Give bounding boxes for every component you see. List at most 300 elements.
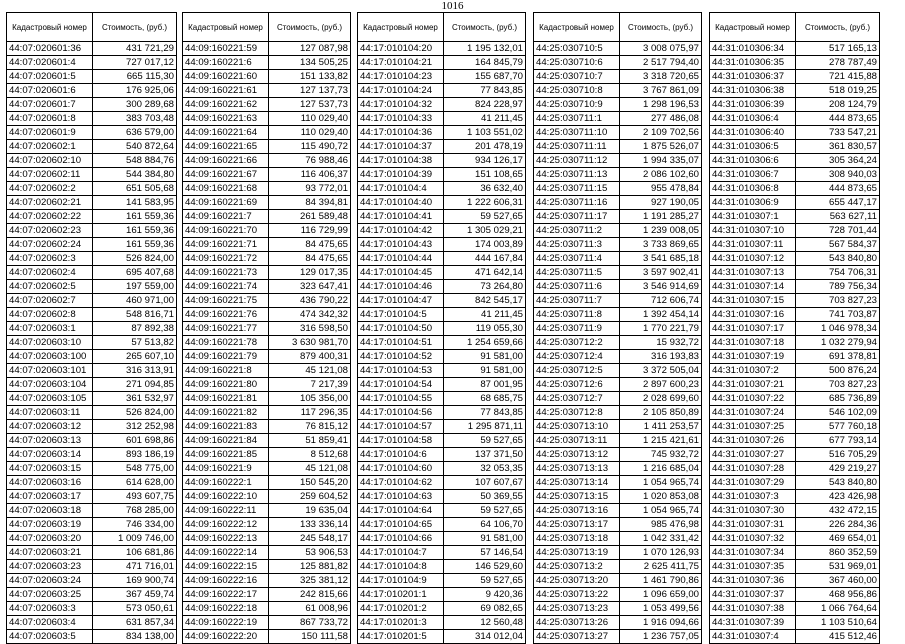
cost-value: 1 994 335,07 bbox=[620, 154, 702, 168]
cadastral-number: 44:17:010104:24 bbox=[358, 84, 444, 98]
cadastral-number: 44:31:010306:38 bbox=[710, 84, 796, 98]
table-row bbox=[7, 266, 177, 280]
header-cadastral-number: Кадастровый номер bbox=[358, 13, 444, 42]
cost-value: 59 527,65 bbox=[444, 434, 526, 448]
cadastral-number: 44:31:010307:29 bbox=[710, 476, 796, 490]
cost-value: 548 775,00 bbox=[93, 462, 177, 476]
cost-value: 614 628,00 bbox=[93, 476, 177, 490]
cost-value: 76 988,46 bbox=[269, 154, 351, 168]
table-row bbox=[358, 518, 526, 532]
cost-value: 1 215 421,61 bbox=[620, 434, 702, 448]
table-row bbox=[183, 574, 351, 588]
table-row bbox=[7, 602, 177, 616]
table-row bbox=[358, 630, 526, 644]
table-row bbox=[710, 294, 880, 308]
cost-value: 110 029,40 bbox=[269, 112, 351, 126]
cadastral-number: 44:25:030713:2 bbox=[534, 560, 620, 574]
cost-value: 53 906,53 bbox=[269, 546, 351, 560]
cadastral-number: 44:25:030711:13 bbox=[534, 168, 620, 182]
cadastral-number: 44:17:010104:33 bbox=[358, 112, 444, 126]
table-row bbox=[7, 224, 177, 238]
table-row bbox=[7, 350, 177, 364]
cadastral-number: 44:25:030711:11 bbox=[534, 140, 620, 154]
cost-value: 242 815,66 bbox=[269, 588, 351, 602]
table-row bbox=[358, 84, 526, 98]
table-row bbox=[710, 546, 880, 560]
cadastral-number: 44:25:030713:13 bbox=[534, 462, 620, 476]
cadastral-number: 44:09:160221:71 bbox=[183, 238, 269, 252]
table-row bbox=[534, 476, 702, 490]
table-row bbox=[710, 42, 880, 56]
cost-value: 546 102,09 bbox=[796, 406, 880, 420]
cadastral-number: 44:31:010306:34 bbox=[710, 42, 796, 56]
cadastral-number: 44:31:010307:38 bbox=[710, 602, 796, 616]
table-row bbox=[710, 154, 880, 168]
cost-value: 197 559,00 bbox=[93, 280, 177, 294]
cadastral-number: 44:17:010104:41 bbox=[358, 210, 444, 224]
cost-value: 125 881,82 bbox=[269, 560, 351, 574]
cost-value: 728 701,44 bbox=[796, 224, 880, 238]
table-row bbox=[183, 378, 351, 392]
table-row bbox=[358, 476, 526, 490]
cost-value: 146 529,60 bbox=[444, 560, 526, 574]
cost-value: 367 459,74 bbox=[93, 588, 177, 602]
table-row bbox=[358, 532, 526, 546]
table-row bbox=[7, 406, 177, 420]
cadastral-number: 44:07:020603:105 bbox=[7, 392, 93, 406]
cost-value: 64 106,70 bbox=[444, 518, 526, 532]
cadastral-number: 44:25:030711:3 bbox=[534, 238, 620, 252]
cadastral-number: 44:09:160221:59 bbox=[183, 42, 269, 56]
cadastral-number: 44:31:010307:18 bbox=[710, 336, 796, 350]
table-row bbox=[710, 378, 880, 392]
table-row bbox=[534, 308, 702, 322]
table-row bbox=[7, 238, 177, 252]
table-row bbox=[358, 224, 526, 238]
cadastral-number: 44:31:010307:2 bbox=[710, 364, 796, 378]
cadastral-number: 44:09:160221:64 bbox=[183, 126, 269, 140]
table-row bbox=[534, 378, 702, 392]
cost-value: 544 384,80 bbox=[93, 168, 177, 182]
cost-value: 444 873,65 bbox=[796, 182, 880, 196]
cost-value: 531 969,01 bbox=[796, 560, 880, 574]
table-row bbox=[358, 602, 526, 616]
cadastral-number: 44:09:160221:67 bbox=[183, 168, 269, 182]
cost-value: 3 597 902,41 bbox=[620, 266, 702, 280]
table-row bbox=[534, 42, 702, 56]
cadastral-number: 44:17:010104:32 bbox=[358, 98, 444, 112]
table-row bbox=[358, 462, 526, 476]
cadastral-number: 44:25:030712:2 bbox=[534, 336, 620, 350]
cadastral-number: 44:07:020603:16 bbox=[7, 476, 93, 490]
cadastral-number: 44:09:160222:15 bbox=[183, 560, 269, 574]
cost-value: 3 767 861,09 bbox=[620, 84, 702, 98]
cost-value: 1 770 221,79 bbox=[620, 322, 702, 336]
cadastral-number: 44:31:010307:32 bbox=[710, 532, 796, 546]
table-row bbox=[358, 42, 526, 56]
cost-value: 116 729,99 bbox=[269, 224, 351, 238]
table-row bbox=[183, 616, 351, 630]
table-row bbox=[358, 294, 526, 308]
table-row bbox=[710, 602, 880, 616]
cadastral-number: 44:31:010306:7 bbox=[710, 168, 796, 182]
table-row bbox=[534, 322, 702, 336]
cadastral-number: 44:07:020602:23 bbox=[7, 224, 93, 238]
table-row bbox=[710, 322, 880, 336]
cadastral-number: 44:07:020601:8 bbox=[7, 112, 93, 126]
table-row bbox=[358, 546, 526, 560]
table-row bbox=[358, 98, 526, 112]
cost-value: 516 705,29 bbox=[796, 448, 880, 462]
cadastral-number: 44:09:160221:68 bbox=[183, 182, 269, 196]
table-row bbox=[183, 196, 351, 210]
cost-value: 277 486,08 bbox=[620, 112, 702, 126]
table-row bbox=[7, 140, 177, 154]
cost-value: 1 222 606,31 bbox=[444, 196, 526, 210]
table-row bbox=[7, 252, 177, 266]
cost-value: 141 583,95 bbox=[93, 196, 177, 210]
cost-value: 155 687,70 bbox=[444, 70, 526, 84]
cadastral-number: 44:07:020603:18 bbox=[7, 504, 93, 518]
cadastral-number: 44:25:030711:15 bbox=[534, 182, 620, 196]
cadastral-number: 44:25:030712:6 bbox=[534, 378, 620, 392]
table-row bbox=[183, 238, 351, 252]
cadastral-number: 44:07:020602:1 bbox=[7, 140, 93, 154]
table-row bbox=[710, 84, 880, 98]
table-row bbox=[183, 140, 351, 154]
cost-value: 741 703,87 bbox=[796, 308, 880, 322]
table-row bbox=[7, 154, 177, 168]
cadastral-number: 44:17:010201:3 bbox=[358, 616, 444, 630]
table-row bbox=[7, 490, 177, 504]
cadastral-number: 44:09:160221:73 bbox=[183, 266, 269, 280]
cost-value: 745 932,72 bbox=[620, 448, 702, 462]
cadastral-number: 44:17:010104:51 bbox=[358, 336, 444, 350]
table-row bbox=[358, 434, 526, 448]
cost-value: 1 236 757,05 bbox=[620, 630, 702, 644]
table-row bbox=[534, 588, 702, 602]
table-row bbox=[7, 308, 177, 322]
cost-value: 518 019,25 bbox=[796, 84, 880, 98]
cost-value: 3 541 685,18 bbox=[620, 252, 702, 266]
cost-value: 543 840,80 bbox=[796, 252, 880, 266]
cadastral-number: 44:25:030710:6 bbox=[534, 56, 620, 70]
table-row bbox=[7, 630, 177, 644]
table-row bbox=[7, 420, 177, 434]
cadastral-number: 44:25:030710:8 bbox=[534, 84, 620, 98]
cadastral-number: 44:07:020602:2 bbox=[7, 182, 93, 196]
cadastral-number: 44:25:030711:1 bbox=[534, 112, 620, 126]
cost-value: 1 070 126,93 bbox=[620, 546, 702, 560]
cadastral-number: 44:25:030713:23 bbox=[534, 602, 620, 616]
table-row bbox=[710, 266, 880, 280]
table-row bbox=[7, 588, 177, 602]
cadastral-number: 44:17:010104:39 bbox=[358, 168, 444, 182]
cost-value: 543 840,80 bbox=[796, 476, 880, 490]
table-row bbox=[358, 560, 526, 574]
table-row bbox=[534, 140, 702, 154]
table-row bbox=[710, 252, 880, 266]
table-row bbox=[7, 378, 177, 392]
cadastral-number: 44:17:010201:1 bbox=[358, 588, 444, 602]
table-row bbox=[183, 602, 351, 616]
cost-value: 61 008,96 bbox=[269, 602, 351, 616]
cadastral-table-1 bbox=[6, 12, 177, 644]
cost-value: 955 478,84 bbox=[620, 182, 702, 196]
cost-value: 432 472,15 bbox=[796, 504, 880, 518]
cost-value: 985 476,98 bbox=[620, 518, 702, 532]
cadastral-number: 44:17:010104:36 bbox=[358, 126, 444, 140]
table-row bbox=[183, 546, 351, 560]
cost-value: 12 560,48 bbox=[444, 616, 526, 630]
cost-value: 1 298 196,53 bbox=[620, 98, 702, 112]
cadastral-number: 44:31:010307:14 bbox=[710, 280, 796, 294]
table-row bbox=[534, 350, 702, 364]
cost-value: 1 096 659,00 bbox=[620, 588, 702, 602]
cost-value: 1 009 746,00 bbox=[93, 532, 177, 546]
cadastral-number: 44:09:160221:84 bbox=[183, 434, 269, 448]
cost-value: 727 017,12 bbox=[93, 56, 177, 70]
table-row bbox=[710, 560, 880, 574]
cadastral-number: 44:31:010307:15 bbox=[710, 294, 796, 308]
cost-value: 8 512,68 bbox=[269, 448, 351, 462]
table-row bbox=[183, 112, 351, 126]
table-row bbox=[358, 112, 526, 126]
cost-value: 383 703,48 bbox=[93, 112, 177, 126]
cost-value: 1 103 551,02 bbox=[444, 126, 526, 140]
table-row bbox=[710, 56, 880, 70]
cadastral-number: 44:09:160221:76 bbox=[183, 308, 269, 322]
header-cadastral-number: Кадастровый номер bbox=[710, 13, 796, 42]
cost-value: 517 165,13 bbox=[796, 42, 880, 56]
table-row bbox=[358, 238, 526, 252]
cadastral-number: 44:31:010307:1 bbox=[710, 210, 796, 224]
cadastral-number: 44:09:160221:69 bbox=[183, 196, 269, 210]
table-row bbox=[534, 112, 702, 126]
cadastral-number: 44:31:010307:37 bbox=[710, 588, 796, 602]
table-row bbox=[710, 518, 880, 532]
cost-value: 41 211,45 bbox=[444, 112, 526, 126]
cost-value: 150 545,20 bbox=[269, 476, 351, 490]
cadastral-number: 44:31:010306:4 bbox=[710, 112, 796, 126]
cost-value: 271 094,85 bbox=[93, 378, 177, 392]
cadastral-number: 44:31:010307:34 bbox=[710, 546, 796, 560]
cost-value: 746 334,00 bbox=[93, 518, 177, 532]
table-row bbox=[358, 154, 526, 168]
cost-value: 1 054 965,74 bbox=[620, 504, 702, 518]
cost-value: 367 460,00 bbox=[796, 574, 880, 588]
cadastral-number: 44:17:010104:62 bbox=[358, 476, 444, 490]
table-row bbox=[7, 574, 177, 588]
cost-value: 677 793,14 bbox=[796, 434, 880, 448]
cost-value: 2 897 600,23 bbox=[620, 378, 702, 392]
cost-value: 474 342,32 bbox=[269, 308, 351, 322]
cadastral-number: 44:25:030712:8 bbox=[534, 406, 620, 420]
cadastral-number: 44:17:010104:66 bbox=[358, 532, 444, 546]
cost-value: 1 020 853,08 bbox=[620, 490, 702, 504]
table-row bbox=[358, 406, 526, 420]
cadastral-number: 44:25:030713:20 bbox=[534, 574, 620, 588]
cost-value: 57 513,82 bbox=[93, 336, 177, 350]
cost-value: 540 872,64 bbox=[93, 140, 177, 154]
table-row bbox=[358, 336, 526, 350]
cadastral-number: 44:07:020603:25 bbox=[7, 588, 93, 602]
cost-value: 2 625 411,75 bbox=[620, 560, 702, 574]
table-row bbox=[534, 238, 702, 252]
header-cadastral-number: Кадастровый номер bbox=[534, 13, 620, 42]
table-row bbox=[7, 616, 177, 630]
cadastral-number: 44:25:030713:17 bbox=[534, 518, 620, 532]
cadastral-number: 44:31:010307:24 bbox=[710, 406, 796, 420]
cost-value: 361 532,97 bbox=[93, 392, 177, 406]
table-row bbox=[183, 588, 351, 602]
cost-value: 87 001,95 bbox=[444, 378, 526, 392]
cadastral-number: 44:09:160221:83 bbox=[183, 420, 269, 434]
cadastral-number: 44:17:010104:38 bbox=[358, 154, 444, 168]
cadastral-number: 44:09:160222:20 bbox=[183, 630, 269, 644]
table-row bbox=[7, 560, 177, 574]
table-row bbox=[7, 112, 177, 126]
cost-value: 91 581,00 bbox=[444, 350, 526, 364]
table-row bbox=[534, 126, 702, 140]
table-row bbox=[710, 504, 880, 518]
cost-value: 1 461 790,86 bbox=[620, 574, 702, 588]
cadastral-number: 44:25:030713:18 bbox=[534, 532, 620, 546]
cadastral-number: 44:31:010306:35 bbox=[710, 56, 796, 70]
cadastral-number: 44:17:010104:57 bbox=[358, 420, 444, 434]
cadastral-number: 44:25:030713:15 bbox=[534, 490, 620, 504]
cost-value: 631 857,34 bbox=[93, 616, 177, 630]
cadastral-number: 44:07:020602:24 bbox=[7, 238, 93, 252]
cadastral-number: 44:17:010104:9 bbox=[358, 574, 444, 588]
cost-value: 316 193,83 bbox=[620, 350, 702, 364]
cost-value: 2 109 702,56 bbox=[620, 126, 702, 140]
cost-value: 110 029,40 bbox=[269, 126, 351, 140]
cadastral-number: 44:07:020603:17 bbox=[7, 490, 93, 504]
cadastral-number: 44:07:020603:4 bbox=[7, 616, 93, 630]
cadastral-number: 44:31:010307:16 bbox=[710, 308, 796, 322]
table-row bbox=[534, 84, 702, 98]
cost-value: 548 816,71 bbox=[93, 308, 177, 322]
cadastral-number: 44:09:160221:66 bbox=[183, 154, 269, 168]
table-row bbox=[710, 126, 880, 140]
cost-value: 106 681,86 bbox=[93, 546, 177, 560]
cadastral-number: 44:31:010307:28 bbox=[710, 462, 796, 476]
cost-value: 161 559,36 bbox=[93, 238, 177, 252]
cadastral-number: 44:07:020603:101 bbox=[7, 364, 93, 378]
cost-value: 444 167,84 bbox=[444, 252, 526, 266]
cost-value: 1 254 659,66 bbox=[444, 336, 526, 350]
table-row bbox=[183, 434, 351, 448]
table-row bbox=[183, 420, 351, 434]
cadastral-number: 44:25:030711:16 bbox=[534, 196, 620, 210]
cadastral-number: 44:09:160221:80 bbox=[183, 378, 269, 392]
cadastral-number: 44:25:030712:5 bbox=[534, 364, 620, 378]
cost-value: 164 845,79 bbox=[444, 56, 526, 70]
cost-value: 1 054 965,74 bbox=[620, 476, 702, 490]
table-row bbox=[183, 364, 351, 378]
cadastral-number: 44:07:020603:3 bbox=[7, 602, 93, 616]
cadastral-number: 44:31:010306:39 bbox=[710, 98, 796, 112]
cost-value: 789 756,34 bbox=[796, 280, 880, 294]
table-row bbox=[710, 462, 880, 476]
cost-value: 161 559,36 bbox=[93, 210, 177, 224]
cadastral-number: 44:17:010104:58 bbox=[358, 434, 444, 448]
table-row bbox=[183, 476, 351, 490]
cadastral-number: 44:09:160221:60 bbox=[183, 70, 269, 84]
cost-value: 1 305 029,21 bbox=[444, 224, 526, 238]
cost-value: 893 186,19 bbox=[93, 448, 177, 462]
table-row bbox=[534, 56, 702, 70]
table-row bbox=[183, 252, 351, 266]
cost-value: 308 940,03 bbox=[796, 168, 880, 182]
table-row bbox=[358, 504, 526, 518]
cadastral-number: 44:31:010307:26 bbox=[710, 434, 796, 448]
cost-value: 423 426,98 bbox=[796, 490, 880, 504]
cadastral-number: 44:07:020603:1 bbox=[7, 322, 93, 336]
cadastral-number: 44:25:030712:7 bbox=[534, 392, 620, 406]
cadastral-number: 44:07:020601:5 bbox=[7, 70, 93, 84]
cadastral-number: 44:31:010307:39 bbox=[710, 616, 796, 630]
cost-value: 927 190,05 bbox=[620, 196, 702, 210]
cost-value: 137 371,50 bbox=[444, 448, 526, 462]
cadastral-number: 44:09:160221:8 bbox=[183, 364, 269, 378]
cadastral-number: 44:09:160221:65 bbox=[183, 140, 269, 154]
table-row bbox=[183, 504, 351, 518]
cost-value: 3 008 075,97 bbox=[620, 42, 702, 56]
cadastral-number: 44:17:010104:46 bbox=[358, 280, 444, 294]
cost-value: 151 133,82 bbox=[269, 70, 351, 84]
cadastral-table-3 bbox=[357, 12, 526, 644]
cadastral-number: 44:25:030711:6 bbox=[534, 280, 620, 294]
cost-value: 468 956,86 bbox=[796, 588, 880, 602]
cadastral-number: 44:09:160221:7 bbox=[183, 210, 269, 224]
cadastral-number: 44:17:010104:37 bbox=[358, 140, 444, 154]
table-row bbox=[534, 630, 702, 644]
table-row bbox=[534, 616, 702, 630]
cadastral-number: 44:17:010201:2 bbox=[358, 602, 444, 616]
cadastral-number: 44:17:010104:7 bbox=[358, 546, 444, 560]
cadastral-number: 44:07:020603:12 bbox=[7, 420, 93, 434]
table-row bbox=[710, 588, 880, 602]
cadastral-number: 44:17:010104:21 bbox=[358, 56, 444, 70]
table-row bbox=[7, 434, 177, 448]
cost-value: 50 369,55 bbox=[444, 490, 526, 504]
cost-value: 15 932,72 bbox=[620, 336, 702, 350]
cost-value: 161 559,36 bbox=[93, 224, 177, 238]
cost-value: 460 971,00 bbox=[93, 294, 177, 308]
cadastral-number: 44:07:020602:4 bbox=[7, 266, 93, 280]
table-row bbox=[534, 252, 702, 266]
cost-value: 361 830,57 bbox=[796, 140, 880, 154]
cadastral-number: 44:09:160221:74 bbox=[183, 280, 269, 294]
table-row bbox=[534, 532, 702, 546]
table-row bbox=[710, 168, 880, 182]
cadastral-number: 44:09:160222:19 bbox=[183, 616, 269, 630]
cost-value: 314 012,04 bbox=[444, 630, 526, 644]
table-row bbox=[183, 294, 351, 308]
cost-value: 754 706,31 bbox=[796, 266, 880, 280]
table-row bbox=[358, 350, 526, 364]
cost-value: 2 517 794,40 bbox=[620, 56, 702, 70]
cost-value: 768 285,00 bbox=[93, 504, 177, 518]
table-row bbox=[358, 448, 526, 462]
cost-value: 469 654,01 bbox=[796, 532, 880, 546]
cadastral-number: 44:09:160221:9 bbox=[183, 462, 269, 476]
header-cadastral-number: Кадастровый номер bbox=[7, 13, 93, 42]
table-row bbox=[358, 126, 526, 140]
cadastral-number: 44:07:020603:14 bbox=[7, 448, 93, 462]
